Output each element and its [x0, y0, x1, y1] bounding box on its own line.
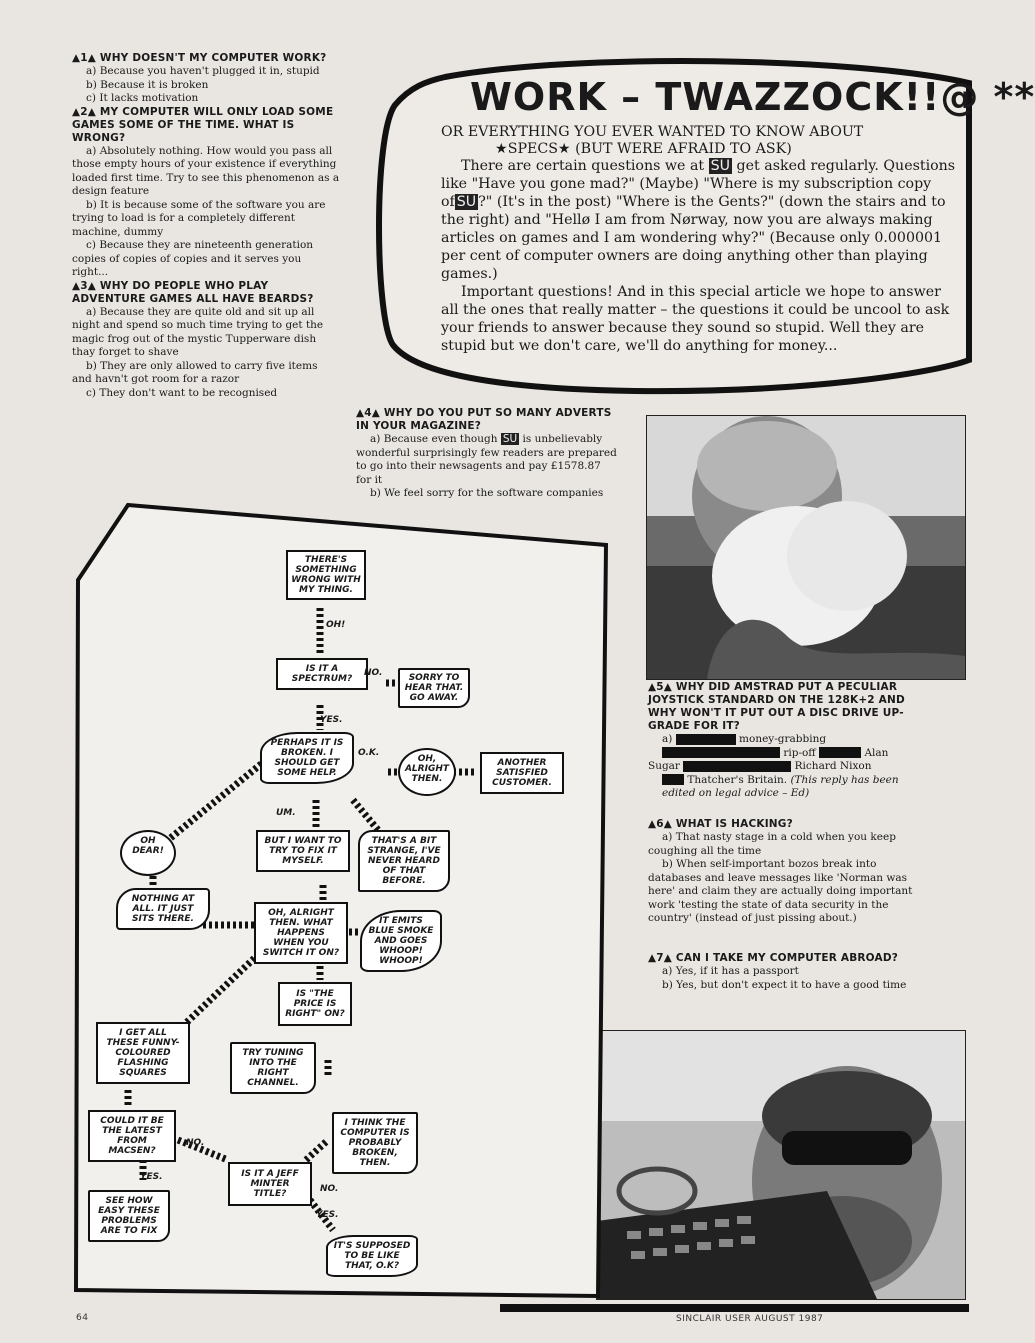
flowchart	[58, 500, 618, 1300]
flow-node-satisfied: ANOTHER SATISFIED CUSTOMER.	[480, 752, 564, 794]
flow-node-spectrum: IS IT A SPECTRUM?	[276, 658, 368, 690]
answer-1a: a) Because you haven't plugged it in, stupid	[86, 65, 320, 77]
question-6	[648, 818, 918, 926]
answer-2c: c) Because they are nineteenth generation copies of copies of copies and it serves you right...	[72, 239, 314, 278]
flow-label-yes-1: YES.	[320, 715, 343, 725]
answer-6a: a) That nasty stage in a cold when you keep coughing all the time	[648, 831, 896, 857]
su-logo: SU	[502, 433, 518, 445]
question-6-title: ▲6▲ WHAT IS HACKING?	[648, 818, 793, 830]
answer-1c: c) It lacks motivation	[86, 92, 199, 104]
photo-man-sunglasses-image	[597, 1031, 965, 1299]
flow-node-tuning: TRY TUNING INTO THE RIGHT CHANNEL.	[230, 1042, 316, 1094]
flow-node-minter: IS IT A JEFF MINTER TITLE?	[228, 1162, 312, 1206]
answer-3a: a) Because they are quite old and sit up all night and spend so much time trying to get the magic frog out of the mystic Tupperware dish thay forget to shave	[72, 305, 324, 358]
answer-3b: b) They are only allowed to carry five items and havn't got room for a razor	[72, 359, 318, 385]
answer-1b: b) Because it is broken	[86, 78, 209, 91]
question-7	[648, 952, 918, 992]
answer-7a: a) Yes, if it has a passport	[662, 965, 799, 977]
subtitle-2: ★SPECS★ (BUT WERE AFRAID TO ASK)	[495, 141, 792, 157]
flow-node-oh-dear: OH DEAR!	[120, 830, 176, 876]
flow-node-smoke: IT EMITS BLUE SMOKE AND GOES WHOOP! WHOOP!	[360, 910, 442, 972]
header-bubble	[375, 55, 1035, 395]
page-number: 64	[76, 1313, 89, 1323]
answer-3c: c) They don't want to be recognised	[86, 386, 278, 399]
flow-node-supposed: IT'S SUPPOSED TO BE LIKE THAT, O.K?	[326, 1235, 418, 1277]
flow-label-oh: OH!	[326, 620, 346, 630]
question-4	[356, 407, 618, 501]
photo-bearded-man-image	[647, 416, 965, 679]
answer-2b: b) It is because some of the software you are trying to load is for a completely different machine, dummy	[72, 198, 326, 238]
photo-man-sunglasses	[596, 1030, 966, 1300]
flow-node-nothing: NOTHING AT ALL. IT JUST SITS THERE.	[116, 888, 210, 930]
question-5-title: ▲5▲ WHY DID AMSTRAD PUT A PECULIAR JOYSTICK STANDARD ON THE 128K+2 AND WHY WON'T IT PUT OUT A DISC DRIVE UP-GRADE FOR IT?	[648, 681, 905, 732]
flow-label-yes-2: YES.	[140, 1172, 163, 1182]
intro-paragraph-1: There are certain questions we at SU get asked regularly. Questions like "Have you gone mad?" (Maybe) "Where is my subscription copy of SU ?" (It's in the post) "Where is the Gents?" (down the stairs and to the right) and "Hellø I am from Nørway, now you are always making articles on games and I am wondering why?" (Because only 0.000001 per cent of computer owners are doing anything other than playing games.)	[441, 158, 956, 282]
question-4-title: ▲4▲ WHY DO YOU PUT SO MANY ADVERTS IN YOUR MAGAZINE?	[356, 407, 612, 432]
answer-5a: a) money-grabbing rip-off Alan Sugar Richard Nixon Thatcher's Britain. (This reply has been edited on legal advice – Ed)	[648, 733, 899, 799]
answer-4b: b) We feel sorry for the software companies	[370, 487, 604, 499]
flow-node-happens: OH, ALRIGHT THEN. WHAT HAPPENS WHEN YOU SWITCH IT ON?	[254, 902, 348, 964]
footer-bar	[500, 1304, 969, 1312]
question-7-title: ▲7▲ CAN I TAKE MY COMPUTER ABROAD?	[648, 952, 899, 964]
redaction-bar	[662, 774, 684, 785]
question-3-title: ▲3▲ WHY DO PEOPLE WHO PLAY ADVENTURE GAMES ALL HAVE BEARDS?	[72, 279, 314, 305]
flow-node-probably: I THINK THE COMPUTER IS PROBABLY BROKEN, THEN.	[332, 1112, 418, 1174]
flow-node-macsen: COULD IT BE THE LATEST FROM MACSEN?	[88, 1110, 176, 1162]
flow-label-no-1: NO.	[364, 668, 383, 678]
redaction-bar	[676, 734, 736, 745]
question-2-title: ▲2▲ MY COMPUTER WILL ONLY LOAD SOME GAMES SOME OF THE TIME. WHAT IS WRONG?	[72, 105, 334, 144]
question-5	[648, 681, 916, 801]
flow-node-fix-it: BUT I WANT TO TRY TO FIX IT MYSELF.	[256, 830, 350, 872]
photo-bearded-man	[646, 415, 966, 680]
flow-node-alright: OH, ALRIGHT THEN.	[398, 748, 456, 796]
redaction-bar	[662, 747, 780, 758]
answer-4a: a) Because even though SU is unbelievably wonderful surprisingly few readers are prepared to go into their newsagents and pay £1578.87 for it	[356, 433, 617, 486]
su-logo: SU	[456, 194, 477, 210]
flow-node-sorry: SORRY TO HEAR THAT. GO AWAY.	[398, 668, 470, 708]
flow-node-price: IS "THE PRICE IS RIGHT" ON?	[278, 982, 352, 1026]
footer-magazine: SINCLAIR USER AUGUST 1987	[676, 1314, 824, 1324]
redaction-bar	[819, 747, 861, 758]
flow-label-no-2: NO.	[186, 1138, 205, 1148]
answer-7b: b) Yes, but don't expect it to have a good time	[662, 978, 907, 991]
flow-node-start: THERE'S SOMETHING WRONG WITH MY THING.	[286, 550, 366, 600]
question-1-title: ▲1▲ WHY DOESN'T MY COMPUTER WORK?	[72, 52, 327, 64]
answer-2a: a) Absolutely nothing. How would you pass all those empty hours of your existence if everything loaded first time. Try to see this phenomenon as a design feature	[72, 144, 340, 197]
su-logo: SU	[710, 158, 731, 174]
subtitle-1: OR EVERYTHING YOU EVER WANTED TO KNOW ABOUT	[441, 124, 864, 140]
answer-6b: b) When self-important bozos break into databases and leave messages like 'Norman was here' and claim they are actually doing important work 'testing the state of data security in the country' (instead of just pissing about.)	[648, 858, 913, 924]
flow-node-squares: I GET ALL THESE FUNNY-COLOURED FLASHING SQUARES	[96, 1022, 190, 1084]
flow-node-easy: SEE HOW EASY THESE PROBLEMS ARE TO FIX	[88, 1190, 170, 1242]
intro-paragraph-2: Important questions! And in this special article we hope to answer all the ones that really matter – the questions it could be uncool to ask your friends to answer because they sound so stupid. Well they are stupid but we don't care, we'll do anything for money...	[441, 284, 950, 354]
flow-label-yes-3: YES.	[316, 1210, 339, 1220]
page-title: WORK – TWAZZOCK!!@ **	[470, 75, 1035, 119]
left-column	[72, 52, 340, 400]
redaction-bar	[683, 761, 791, 772]
flow-node-broken: PERHAPS IT IS BROKEN. I SHOULD GET SOME HELP.	[260, 732, 354, 784]
flow-label-no-3: NO.	[320, 1184, 339, 1194]
flow-label-um: UM.	[276, 808, 296, 818]
flow-node-strange: THAT'S A BIT STRANGE, I'VE NEVER HEARD OF THAT BEFORE.	[358, 830, 450, 892]
flow-label-ok: O.K.	[358, 748, 380, 758]
